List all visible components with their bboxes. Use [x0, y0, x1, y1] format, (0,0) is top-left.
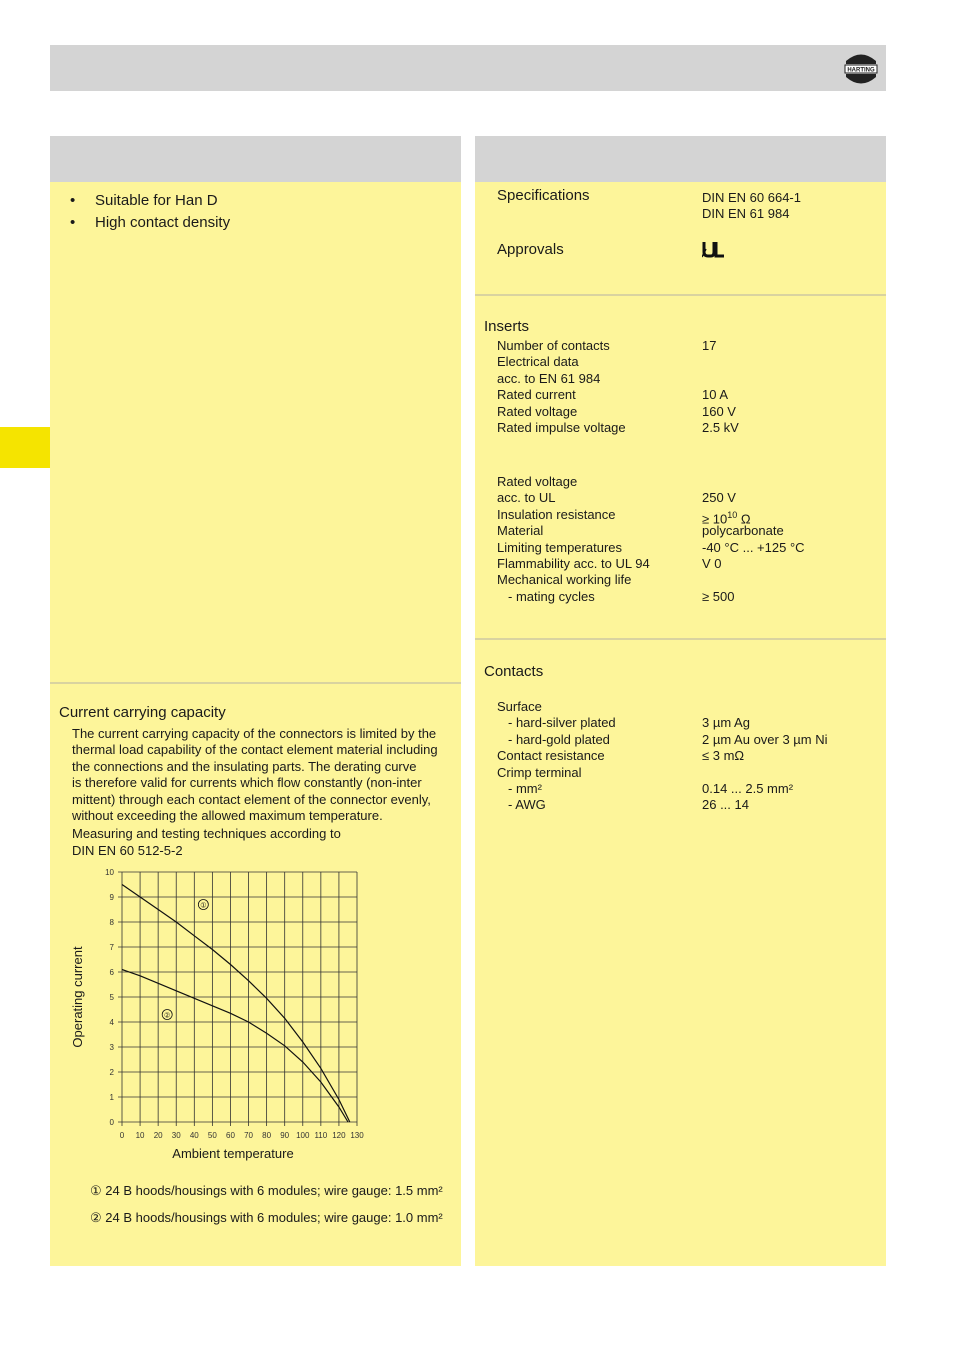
current-capacity-description — [72, 726, 462, 859]
legend-text: 24 B hoods/housings with 6 modules; wire gauge: 1.0 mm² — [105, 1210, 443, 1225]
specification-value: DIN EN 60 664-1 — [702, 190, 801, 205]
spec-value-text: 17 — [702, 338, 717, 353]
spec-value — [702, 715, 750, 731]
contacts-title: Contacts — [484, 663, 544, 680]
spec-label: Surface — [497, 699, 542, 714]
specification-value: DIN EN 61 984 — [702, 206, 790, 221]
spec-value — [702, 338, 716, 354]
series-line-2 — [122, 970, 348, 1123]
right-column-header — [475, 136, 886, 182]
spec-value-text: 2 µm Au over 3 µm Ni — [702, 731, 828, 747]
header-bar — [50, 45, 886, 91]
spec-label: Mechanical working life — [497, 572, 632, 588]
spec-value — [702, 556, 722, 572]
spec-value-text: ≤ 3 mΩ — [702, 748, 745, 764]
series-line-1 — [122, 885, 350, 1123]
y-tick-label: 3 — [109, 1043, 114, 1052]
spec-label: Contact resistance — [497, 748, 605, 764]
feature-text: High contact density — [95, 214, 231, 231]
description-line: thermal load capability of the contact element material including — [72, 742, 438, 758]
spec-label: - mm² — [508, 781, 542, 796]
left-divider — [50, 682, 461, 684]
x-tick-label: 80 — [262, 1131, 272, 1140]
inserts-title: Inserts — [484, 318, 530, 335]
spec-value-text: 250 V — [702, 490, 736, 506]
spec-value — [702, 797, 749, 813]
x-tick-label: 110 — [314, 1131, 328, 1140]
spec-value-exponent: 10 — [727, 509, 738, 520]
spec-label: Insulation resistance — [497, 506, 616, 522]
spec-label: - hard-silver plated — [508, 715, 616, 731]
x-axis-label: Ambient temperature — [172, 1146, 294, 1161]
spec-label: acc. to EN 61 984 — [497, 370, 601, 386]
x-tick-label: 60 — [226, 1131, 235, 1140]
spec-label: - hard-gold plated — [508, 731, 610, 747]
spec-value-text: V 0 — [702, 556, 722, 571]
spec-label: Rated voltage — [497, 403, 578, 419]
description-line: is therefore valid for currents which flow constantly (non-inter — [72, 775, 422, 791]
bullet-icon: • — [70, 214, 76, 231]
y-tick-label: 7 — [109, 943, 114, 952]
chart-series — [122, 885, 350, 1123]
series-marker-label: ② — [164, 1012, 171, 1020]
spec-label: Number of contacts — [497, 338, 610, 353]
x-tick-label: 10 — [135, 1131, 145, 1140]
x-tick-label: 130 — [350, 1131, 364, 1140]
spec-value-text: ≥ 10 — [702, 511, 728, 527]
spec-value-text: 3 µm Ag — [702, 715, 750, 731]
spec-label: Electrical data — [497, 354, 579, 370]
series-marker-label: ① — [200, 902, 207, 910]
spec-label: Rated impulse voltage — [497, 420, 626, 435]
spec-label: acc. to UL — [497, 490, 556, 506]
x-tick-label: 100 — [296, 1131, 310, 1140]
feature-text: Suitable for Han D — [95, 192, 218, 209]
y-tick-label: 5 — [109, 993, 114, 1002]
approvals-label: Approvals — [497, 241, 564, 258]
measuring-line: DIN EN 60 512-5-2 — [72, 842, 183, 858]
section-tab-marker — [0, 427, 50, 468]
spec-value-text: -40 °C ... +125 °C — [702, 539, 805, 555]
y-tick-label: 2 — [109, 1068, 114, 1077]
chart-ticks — [105, 868, 364, 1140]
y-tick-label: 0 — [109, 1118, 114, 1127]
spec-value — [702, 540, 805, 556]
spec-value-text: polycarbonate — [702, 523, 784, 539]
x-tick-label: 70 — [244, 1131, 253, 1140]
spec-value — [702, 523, 784, 539]
spec-value — [702, 732, 828, 748]
y-tick-label: 10 — [105, 868, 114, 877]
harting-logo-icon — [842, 49, 880, 87]
y-tick-label: 6 — [109, 968, 114, 977]
spec-label: Material — [497, 523, 544, 539]
derating-chart — [60, 860, 380, 1170]
x-tick-label: 90 — [280, 1131, 290, 1140]
spec-value-text: ≥ 500 — [702, 588, 735, 604]
spec-value-text: 26 ... 14 — [702, 797, 749, 813]
x-tick-label: 50 — [207, 1131, 217, 1140]
spec-value — [702, 748, 744, 764]
spec-label: Flammability acc. to UL 94 — [497, 556, 650, 571]
spec-value — [702, 404, 736, 420]
y-axis-label: Operating current — [70, 946, 85, 1048]
spec-value-unit: Ω — [737, 511, 751, 527]
ul-recognized-icon — [702, 241, 726, 263]
spec-value-text: 0.14 ... 2.5 mm² — [702, 781, 794, 796]
spec-value — [702, 420, 739, 436]
legend-text: 24 B hoods/housings with 6 modules; wire gauge: 1.5 mm² — [105, 1183, 443, 1198]
spec-label: Rated voltage — [497, 474, 578, 489]
spec-value — [702, 781, 793, 797]
spec-label: Crimp terminal — [497, 764, 582, 780]
spec-value-text: 10 A — [702, 387, 729, 403]
legend-marker: ① — [90, 1183, 102, 1198]
current-capacity-title: Current carrying capacity — [59, 704, 226, 721]
x-tick-label: 30 — [171, 1131, 181, 1140]
legend-item-1 — [90, 1183, 443, 1199]
x-tick-label: 0 — [119, 1131, 125, 1140]
logo-text: HARTING — [847, 67, 875, 74]
chart-grid — [118, 872, 357, 1126]
legend-marker: ② — [90, 1210, 102, 1225]
legend-item-2 — [90, 1210, 443, 1226]
bullet-icon: • — [70, 192, 76, 209]
specifications-label: Specifications — [497, 187, 590, 204]
measuring-line: Measuring and testing techniques according to — [72, 826, 341, 842]
spec-value — [702, 490, 736, 506]
description-line: mittent) through each contact element of the connector evenly, — [72, 791, 431, 807]
right-divider — [475, 294, 886, 296]
x-tick-label: 40 — [189, 1131, 199, 1140]
spec-label: Rated current — [497, 387, 576, 403]
spec-value-text: 160 V — [702, 403, 736, 419]
right-divider-2 — [475, 638, 886, 640]
spec-value-text: 2.5 kV — [702, 420, 739, 435]
description-line: The current carrying capacity of the connectors is limited by the — [72, 726, 437, 741]
description-line: the connections and the insulating parts. The derating curve — [72, 758, 417, 774]
description-line: without exceeding the allowed maximum temperature. — [72, 808, 383, 824]
y-tick-label: 9 — [109, 893, 114, 902]
spec-value — [702, 387, 728, 403]
x-tick-label: 20 — [153, 1131, 163, 1140]
y-tick-label: 8 — [109, 918, 114, 927]
y-tick-label: 4 — [109, 1018, 114, 1027]
spec-label: - mating cycles — [508, 588, 595, 604]
spec-value — [702, 589, 734, 605]
y-tick-label: 1 — [109, 1093, 114, 1102]
left-column-header — [50, 136, 461, 182]
spec-label: - AWG — [508, 797, 546, 813]
x-tick-label: 120 — [332, 1131, 346, 1140]
spec-label: Limiting temperatures — [497, 539, 622, 555]
